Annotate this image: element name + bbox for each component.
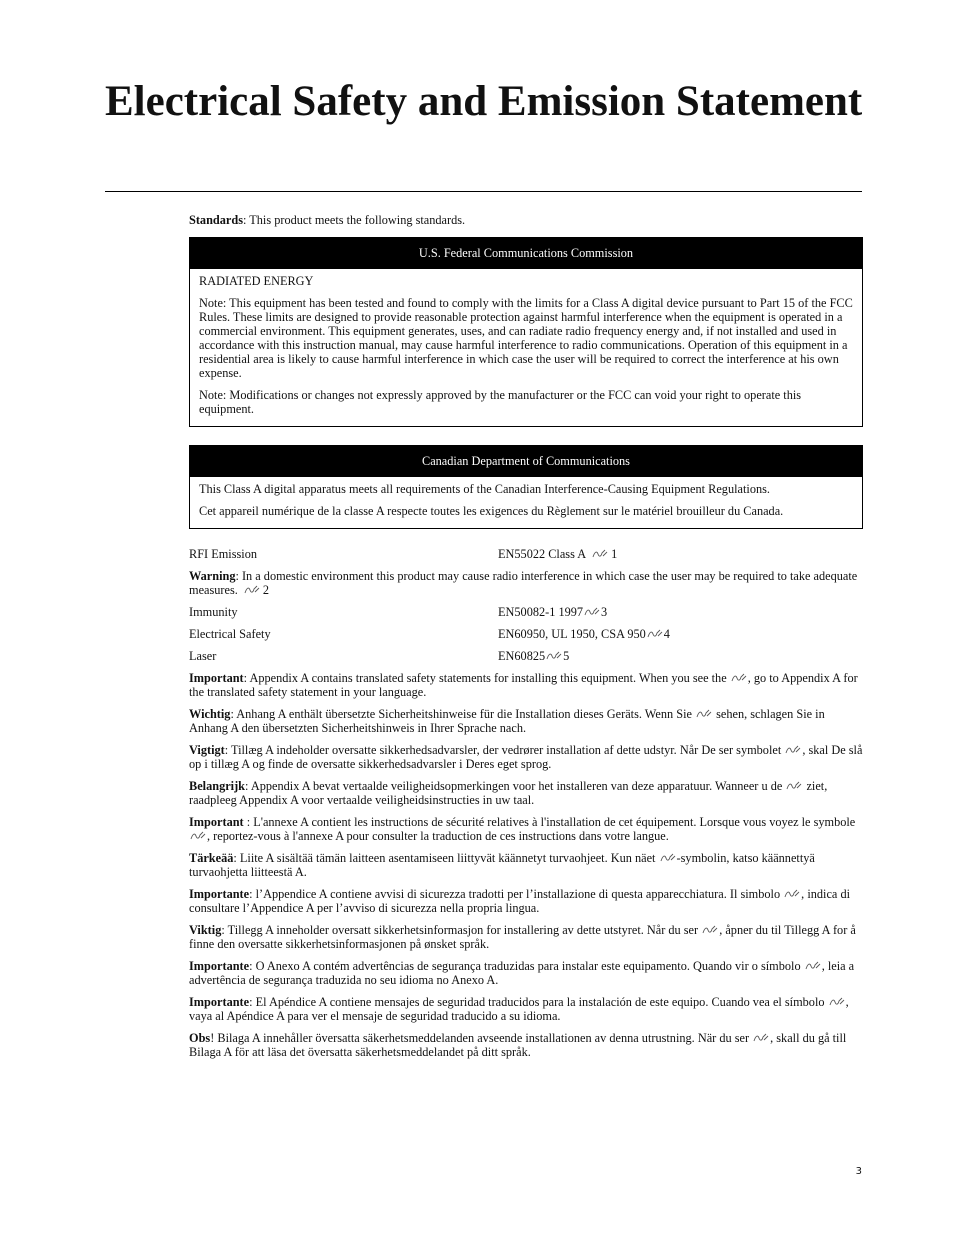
laser-row [189, 649, 863, 663]
translation-text: , vaya al Apéndice A para ver el mensaje de seguridad traducido a su idioma. [189, 995, 849, 1023]
translation-spanish [189, 995, 863, 1023]
book-reference-icon[interactable] [584, 607, 600, 617]
translation-lead: Important [189, 671, 244, 685]
translation-text: , indica di consultare l’Appendice A per l’avviso di sicurezza nella propria lingua. [189, 887, 851, 915]
rfi-emission-label: RFI Emission [189, 547, 257, 561]
canada-text-en: This Class A digital apparatus meets all requirements of the Canadian Interference-Causing Equipment Regulations. [199, 482, 770, 496]
translation-text: : Appendix A bevat vertaalde veiligheidsopmerkingen voor het installeren van deze apparatuur. Wanneer u de [245, 779, 786, 793]
page-number: 3 [855, 1166, 862, 1177]
translation-lead: Viktig [189, 923, 222, 937]
translation-text: , skal De slå op i tillæg A og finde de oversatte sikkerhedsadvarsler i Deres eget sprog. [189, 743, 863, 771]
translation-lead: Important [189, 815, 244, 829]
book-reference-icon[interactable] [660, 853, 676, 863]
book-reference-icon[interactable] [785, 745, 801, 755]
electrical-safety-ref: 4 [663, 627, 670, 641]
translation-lead: Importante [189, 995, 250, 1009]
content [189, 213, 863, 1067]
standards-text: : This product meets the following standards. [243, 213, 466, 227]
translation-lead: Wichtig [189, 707, 231, 721]
fcc-heading: RADIATED ENERGY [199, 274, 314, 288]
translation-portuguese [189, 959, 863, 987]
translation-italian [189, 887, 863, 915]
electrical-safety-row [189, 627, 863, 641]
immunity-row [189, 605, 863, 619]
translation-finnish [189, 851, 863, 879]
translation-lead: Obs [189, 1031, 211, 1045]
canada-box-header: Canadian Department of Communications [190, 446, 862, 477]
translation-text: : Appendix A contains translated safety statements for installing this equipment. When you see the [243, 671, 730, 685]
translation-text: ziet, raadpleeg Appendix A voor vertaalde veiligheidsinstructies in uw taal. [189, 779, 828, 807]
translation-danish [189, 743, 863, 771]
book-reference-icon[interactable] [784, 889, 800, 899]
electrical-safety-label: Electrical Safety [189, 627, 271, 641]
translation-dutch [189, 779, 863, 807]
title-rule [105, 191, 862, 192]
canada-box-body [190, 477, 862, 528]
book-reference-icon[interactable] [647, 629, 663, 639]
fcc-box-body [190, 269, 862, 426]
book-reference-icon[interactable] [244, 585, 260, 595]
book-reference-icon[interactable] [696, 709, 712, 719]
book-reference-icon[interactable] [546, 651, 562, 661]
laser-ref: 5 [563, 649, 570, 663]
warning-lead: Warning [189, 569, 236, 583]
translation-text: : Tillæg A indeholder oversatte sikkerhedsadvarsler, der vedrører installation af dette udstyr. Når De ser symbolet [224, 743, 785, 757]
translation-norwegian [189, 923, 863, 951]
book-reference-icon[interactable] [702, 925, 718, 935]
translation-german [189, 707, 863, 735]
electrical-safety-standard: EN60950, UL 1950, CSA 950 [498, 627, 646, 641]
rfi-emission-value [498, 547, 863, 561]
warning-ref: 2 [262, 583, 269, 597]
rfi-emission-standard: EN55022 Class A [498, 547, 587, 561]
book-reference-icon[interactable] [753, 1033, 769, 1043]
translation-text: , reportez-vous à l'annexe A pour consulter la traduction de ces instructions dans votre langue. [207, 829, 669, 843]
translation-text: : L'annexe A contient les instructions de sécurité relatives à l'installation de cet équipement. Lorsque vous voyez le symbole [243, 815, 856, 829]
canada-text-fr: Cet appareil numérique de la classe A respecte toutes les exigences du Règlement sur le matériel brouilleur du Canada. [199, 504, 784, 518]
fcc-note-1: Note: This equipment has been tested and found to comply with the limits for a Class A digital device pursuant to Part 15 of the FCC Rules. These limits are designed to provide reasonable protection against harmful interference when the equipment is operated in a commercial environment. This equipment generates, uses, and can radiate radio frequency energy and, if not installed and used in accordance with this instruction manual, may cause harmful interference to radio communications. Operation of this equipment in a residential area is likely to cause harmful interference in which case the user will be required to correct the interference at his own expense. [199, 296, 853, 380]
fcc-box [189, 237, 863, 427]
translation-lead: Vigtigt [189, 743, 225, 757]
standards-lead: Standards [189, 213, 243, 227]
laser-standard: EN60825 [498, 649, 546, 663]
translation-swedish [189, 1031, 863, 1059]
translation-text: : O Anexo A contém advertências de segurança traduzidas para instalar este equipamento. Quando vir o símbolo [249, 959, 804, 973]
translation-text: : Tillegg A inneholder oversatt sikkerhetsinformasjon for installering av dette utstyret. Når du ser [221, 923, 702, 937]
translation-text: , leia a advertência de segurança traduzida no seu idioma no Anexo A. [189, 959, 855, 987]
laser-value [498, 649, 863, 663]
rfi-emission-ref: 1 [611, 547, 618, 561]
translation-text: , skall du gå till Bilaga A för att läsa det översatta säkerhetsmeddelandet på ditt språk. [189, 1031, 847, 1059]
translation-text: ! Bilaga A innehåller översatta säkerhetsmeddelanden avseende installationen av denna utrustning. När du ser [210, 1031, 753, 1045]
book-reference-icon[interactable] [592, 549, 608, 559]
warning-text: : In a domestic environment this product may cause radio interference in which case the user may be required to take adequate measures. [189, 569, 858, 597]
book-reference-icon[interactable] [731, 673, 747, 683]
translation-lead: Importante [189, 887, 250, 901]
standards-intro [189, 213, 863, 227]
immunity-label: Immunity [189, 605, 238, 619]
fcc-note-2: Note: Modifications or changes not expressly approved by the manufacturer or the FCC can void your right to operate this equipment. [199, 388, 802, 416]
translation-text: , åpner du til Tillegg A for å finne den oversatte sikkerhetsinformasjonen på ønsket språk. [189, 923, 856, 951]
rfi-emission-row [189, 547, 863, 561]
book-reference-icon[interactable] [805, 961, 821, 971]
translation-lead: Tärkeää [189, 851, 234, 865]
book-reference-icon[interactable] [190, 831, 206, 841]
translation-text: : l’Appendice A contiene avvisi di sicurezza tradotti per l’installazione di questa apparecchiatura. Il simbolo [249, 887, 784, 901]
book-reference-icon[interactable] [786, 781, 802, 791]
immunity-value [498, 605, 863, 619]
translation-text: -symbolin, katso käännettyä turvaohjetta liitteestä A. [189, 851, 815, 879]
page-title: Electrical Safety and Emission Statement [105, 78, 863, 125]
book-reference-icon[interactable] [829, 997, 845, 1007]
immunity-ref: 3 [601, 605, 608, 619]
laser-label: Laser [189, 649, 217, 663]
translation-text: sehen, schlagen Sie in Anhang A den übersetzten Sicherheitshinweis in Ihrer Sprache nach. [189, 707, 825, 735]
translation-text: : Anhang A enthält übersetzte Sicherheitshinweise für die Installation dieses Geräts. Wenn Sie [230, 707, 696, 721]
electrical-safety-value [498, 627, 863, 641]
immunity-standard: EN50082-1 1997 [498, 605, 584, 619]
translation-text: : Liite A sisältää tämän laitteen asentamiseen liittyvät käännetyt turvaohjeet. Kun näet [233, 851, 659, 865]
translation-text: : El Apéndice A contiene mensajes de seguridad traducidos para la instalación de este equipo. Cuando vea el símbolo [249, 995, 828, 1009]
fcc-box-header: U.S. Federal Communications Commission [190, 238, 862, 269]
translation-lead: Belangrijk [189, 779, 246, 793]
translation-text: , go to Appendix A for the translated safety statement in your language. [189, 671, 858, 699]
translation-list [189, 671, 863, 1059]
canada-box [189, 445, 863, 529]
translation-lead: Importante [189, 959, 250, 973]
warning-paragraph [189, 569, 863, 597]
translation-english [189, 671, 863, 699]
translation-french [189, 815, 863, 843]
